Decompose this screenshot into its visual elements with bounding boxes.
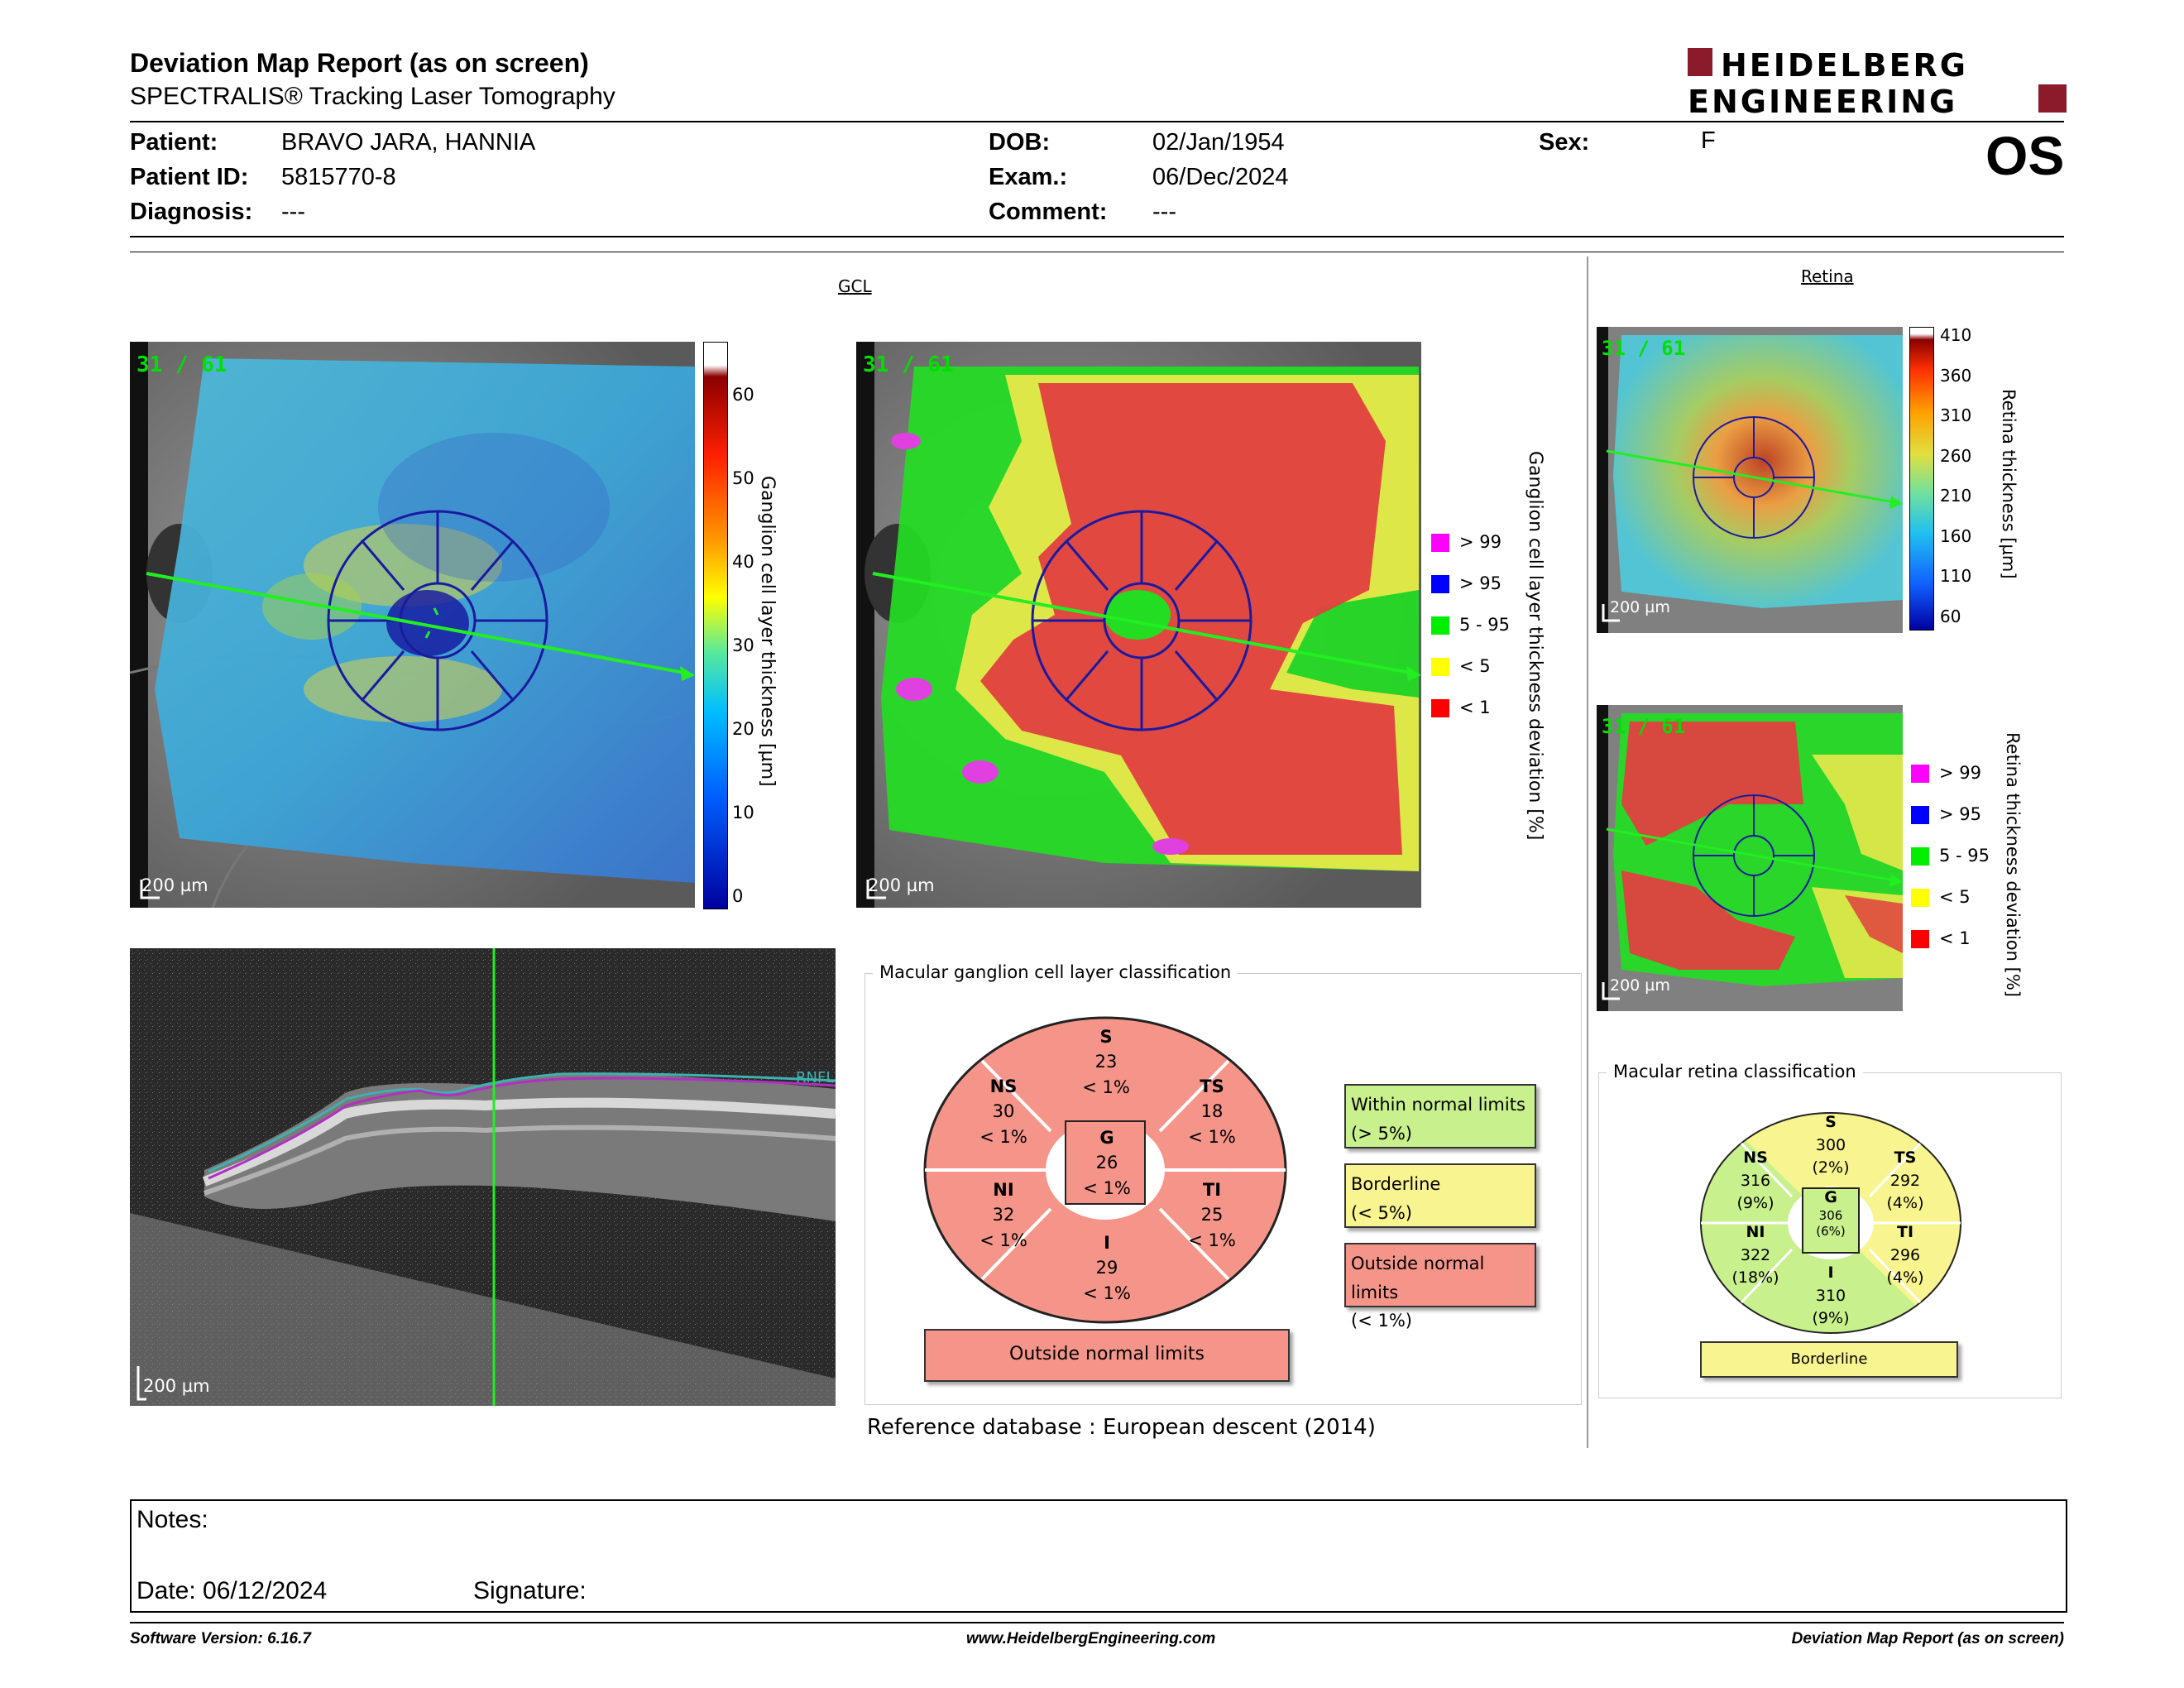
section-retina: Retina: [1801, 266, 1854, 286]
exam-label: Exam.:: [989, 164, 1068, 190]
sector-ts: [1162, 1074, 1262, 1149]
scan-index: 31 / 61: [863, 352, 954, 377]
sector-percent: (4%): [1886, 1268, 1924, 1288]
diagnosis-label: Diagnosis:: [130, 199, 253, 225]
sector-name: TI: [1202, 1180, 1222, 1200]
legend-swatch: [1911, 889, 1929, 907]
sector-value: 30: [992, 1101, 1015, 1122]
colorbar-tick: 310: [1940, 405, 1972, 426]
sector-name: G: [1824, 1188, 1837, 1206]
scale-label: 200 µm: [141, 875, 208, 895]
sector-value: 32: [992, 1205, 1015, 1225]
sector-ns: [954, 1074, 1053, 1149]
sector-i: [1781, 1262, 1880, 1331]
legend-label: < 5: [1939, 887, 1971, 907]
sex-label: Sex:: [1539, 129, 1590, 156]
colorbar-tick: 60: [1940, 607, 1961, 626]
diagnosis: ---: [281, 199, 305, 225]
report-subtitle: SPECTRALIS® Tracking Laser Tomography: [130, 83, 615, 110]
sector-percent: (6%): [1816, 1224, 1846, 1240]
legend-wnl-line2: (> 5%): [1351, 1123, 1412, 1144]
legend-borderline: [1344, 1163, 1536, 1228]
gcl-colorbar-title: Ganglion cell layer thickness [µm]: [757, 476, 778, 787]
colorbar-tick: 0: [732, 886, 744, 906]
legend-label: < 5: [1459, 656, 1491, 676]
software-version: Software Version: 6.16.7: [130, 1630, 311, 1647]
retina-thickness-colorbar: [1909, 327, 1934, 631]
sector-name: TS: [1200, 1077, 1224, 1096]
legend-swatch: [1911, 765, 1929, 783]
sector-percent: (18%): [1731, 1268, 1779, 1288]
notes-date: Date: 06/12/2024: [136, 1577, 328, 1604]
sector-percent: < 1%: [1082, 1077, 1130, 1097]
notes-box[interactable]: [130, 1499, 2067, 1613]
gcl-overall-classification: Outside normal limits: [924, 1329, 1290, 1382]
sector-i: [1057, 1230, 1157, 1306]
sector-percent: < 1%: [1188, 1230, 1236, 1250]
layer-label: RNFL: [796, 1069, 835, 1086]
colorbar-tick: 30: [732, 635, 754, 655]
logo-line2: ENGINEERING: [1688, 84, 1958, 116]
colorbar-tick: 210: [1940, 486, 1972, 506]
sector-name: I: [1827, 1264, 1834, 1282]
colorbar-tick: 50: [732, 468, 754, 488]
colorbar-tick: 160: [1940, 525, 1972, 546]
sector-value: 296: [1889, 1245, 1921, 1264]
heidelberg-logo: [1688, 46, 2068, 116]
notes-label: Notes:: [136, 1506, 208, 1533]
retina-deviation-title: Retina thickness deviation [%]: [2003, 732, 2023, 997]
legend-bl-line2: (< 5%): [1351, 1202, 1412, 1223]
legend-label: > 95: [1459, 573, 1502, 593]
sector-value: 292: [1889, 1171, 1921, 1190]
signature-label: Signature:: [473, 1577, 587, 1604]
patient-id-label: Patient ID:: [130, 164, 249, 190]
gcl-deviation-title: Ganglion cell layer thickness deviation [%]: [1525, 451, 1545, 841]
gcl-colorbar-title-wrap: [753, 468, 786, 798]
sector-name: TI: [1896, 1223, 1914, 1241]
gcl-deviation-title-wrap: [1521, 451, 1554, 841]
sector-name: TS: [1894, 1149, 1917, 1167]
sector-name: G: [1099, 1128, 1114, 1148]
sector-value: 25: [1200, 1205, 1224, 1225]
legend-label: > 95: [1939, 804, 1981, 824]
colorbar-tick: 260: [1940, 445, 1972, 466]
colorbar-tick: 40: [732, 552, 754, 572]
scan-index: 31 / 61: [136, 352, 228, 377]
sector-percent: < 1%: [1083, 1283, 1131, 1303]
legend-swatch: [1431, 616, 1449, 635]
section-gcl: GCL: [838, 276, 872, 296]
sector-s: [1056, 1024, 1156, 1100]
sector-value: 29: [1095, 1258, 1118, 1278]
retina-colorbar-title-wrap: [1994, 389, 2027, 604]
sector-value: 18: [1200, 1101, 1224, 1122]
exam-date: 06/Dec/2024: [1152, 164, 1289, 190]
sector-name: NI: [1746, 1223, 1765, 1241]
logo-line1: HEIDELBERG: [1721, 47, 1968, 84]
comment-label: Comment:: [989, 199, 1108, 225]
scale-label: 200 µm: [868, 875, 935, 895]
patient-id: 5815770-8: [281, 164, 396, 190]
legend-label: > 99: [1939, 763, 1981, 783]
reference-database: Reference database : European descent (2014): [867, 1415, 1376, 1440]
retina-classification-title: Macular retina classification: [1607, 1062, 1863, 1081]
sector-value: 26: [1095, 1153, 1118, 1173]
scale-label: 200 µm: [143, 1376, 210, 1396]
gcl-thickness-colorbar: [703, 342, 728, 909]
sector-percent: < 1%: [1083, 1177, 1131, 1198]
retina-overall-classification: Borderline: [1700, 1341, 1958, 1378]
patient-name-label: Patient:: [130, 129, 218, 156]
colorbar-tick: 10: [732, 803, 754, 822]
retina-thickness-map[interactable]: [1597, 327, 1903, 633]
legend-wnl-line1: Within normal limits: [1351, 1095, 1525, 1115]
colorbar-tick: 110: [1940, 566, 1972, 587]
colorbar-tick: 60: [732, 385, 754, 405]
dob-label: DOB:: [989, 129, 1051, 156]
legend-swatch: [1431, 534, 1449, 552]
gcl-thickness-map[interactable]: [130, 342, 695, 908]
eye-indicator: OS: [1985, 125, 2065, 186]
sector-value: 306: [1818, 1207, 1843, 1223]
website-link[interactable]: www.HeidelbergEngineering.com: [966, 1630, 1216, 1647]
legend-outside-normal: [1344, 1243, 1536, 1331]
legend-label: 5 - 95: [1939, 846, 1990, 866]
legend-swatch: [1911, 930, 1929, 948]
colorbar-tick: 20: [732, 719, 754, 739]
legend-onl-line1: Outside normal limits: [1351, 1254, 1485, 1302]
retina-colorbar-title: Retina thickness [µm]: [1999, 389, 2019, 579]
retina-deviation-title-wrap: [1998, 732, 2031, 997]
scale-label: 200 µm: [1610, 976, 1670, 995]
sector-name: S: [1825, 1113, 1837, 1131]
scan-index: 31 / 61: [1602, 715, 1686, 738]
sector-name: NS: [1743, 1149, 1768, 1167]
sector-g: [1057, 1125, 1157, 1201]
sector-percent: (9%): [1812, 1309, 1850, 1328]
sector-value: 316: [1740, 1171, 1771, 1190]
legend-label: 5 - 95: [1459, 615, 1511, 635]
sector-value: 23: [1094, 1052, 1118, 1072]
sector-ti: [1162, 1177, 1262, 1253]
scan-index: 31 / 61: [1602, 337, 1686, 360]
sector-name: I: [1104, 1233, 1110, 1253]
sector-percent: (9%): [1736, 1194, 1774, 1213]
patient-name: BRAVO JARA, HANNIA: [281, 129, 536, 156]
sector-percent: < 1%: [979, 1126, 1027, 1147]
report-title: Deviation Map Report (as on screen): [130, 48, 589, 78]
sector-name: NI: [993, 1180, 1014, 1200]
footer-report-name: Deviation Map Report (as on screen): [1791, 1630, 2064, 1647]
sector-ni: [954, 1177, 1053, 1253]
sector-name: NS: [989, 1077, 1018, 1096]
sector-percent: (4%): [1886, 1194, 1924, 1213]
gcl-classification-title: Macular ganglion cell layer classification: [873, 962, 1238, 982]
legend-swatch: [1431, 658, 1449, 676]
scale-label: 200 µm: [1610, 598, 1670, 616]
colorbar-tick: 410: [1940, 325, 1972, 345]
sector-value: 300: [1815, 1135, 1846, 1154]
oct-bscan[interactable]: [130, 948, 836, 1406]
sector-percent: < 1%: [1188, 1126, 1236, 1147]
sector-percent: (2%): [1812, 1158, 1850, 1177]
legend-label: > 99: [1459, 532, 1502, 552]
legend-bl-line1: Borderline: [1351, 1174, 1441, 1194]
legend-label: < 1: [1939, 928, 1971, 948]
sector-value: 310: [1815, 1286, 1846, 1305]
retina-deviation-map[interactable]: [1597, 705, 1903, 1011]
dob: 02/Jan/1954: [1152, 129, 1285, 156]
legend-within-normal: [1344, 1084, 1536, 1149]
sector-value: 322: [1740, 1245, 1771, 1264]
legend-label: < 1: [1459, 698, 1491, 717]
legend-swatch: [1431, 575, 1449, 593]
sector-name: S: [1099, 1027, 1113, 1047]
colorbar-tick: 360: [1940, 365, 1972, 386]
sex: F: [1701, 127, 1716, 154]
sector-percent: < 1%: [979, 1230, 1027, 1250]
legend-swatch: [1431, 699, 1449, 717]
legend-onl-line2: (< 1%): [1351, 1311, 1412, 1331]
comment: ---: [1152, 199, 1176, 225]
legend-swatch: [1911, 847, 1929, 866]
gcl-deviation-map[interactable]: [856, 342, 1421, 908]
legend-swatch: [1911, 806, 1929, 824]
